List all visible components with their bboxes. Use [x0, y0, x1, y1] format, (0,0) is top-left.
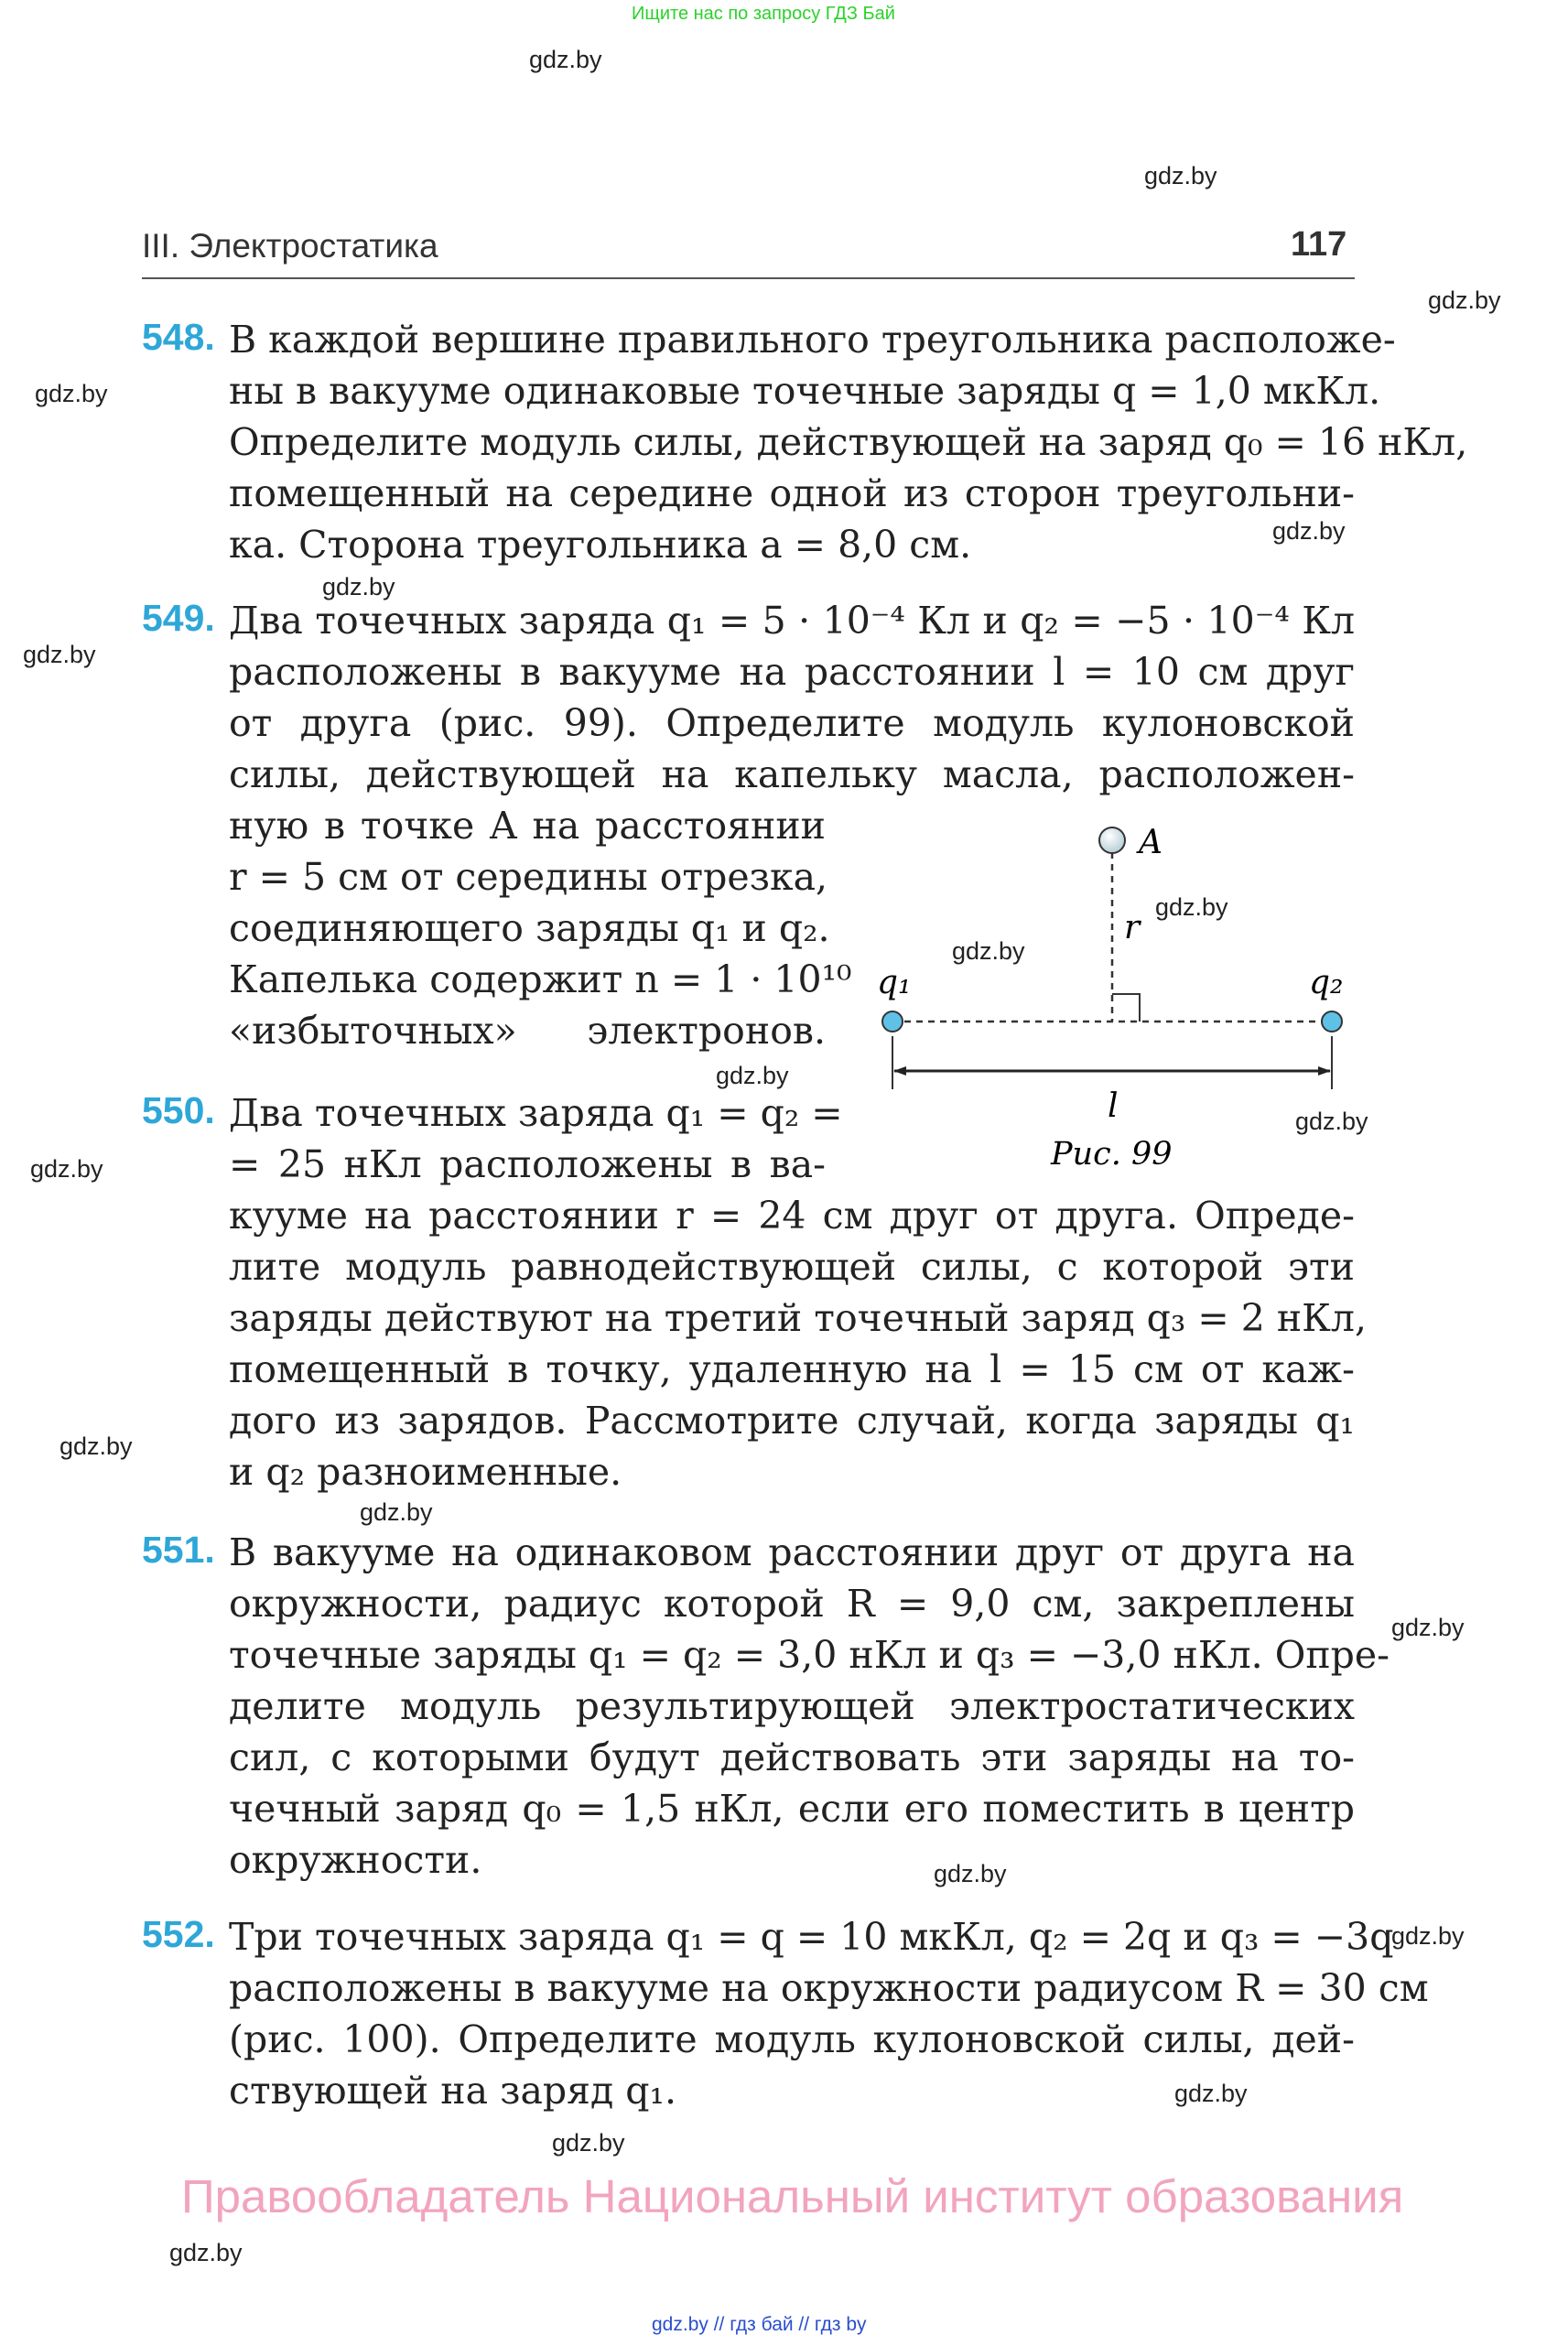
- text-line: В каждой вершине правильного треугольника расположе-: [229, 318, 1396, 362]
- watermark: gdz.by: [35, 380, 108, 407]
- problem-number-552: 552.: [142, 1913, 215, 1955]
- problem-number-549: 549.: [142, 597, 215, 639]
- watermark: gdz.by: [552, 2129, 625, 2157]
- length-label: l: [1108, 1087, 1119, 1125]
- text-line: окружности.: [229, 1838, 482, 1882]
- text-line: точечные заряды q₁ = q₂ = 3,0 нКл и q₃ = −3,0 нКл. Опре-: [229, 1633, 1390, 1677]
- figure-caption: Рис. 99: [1051, 1136, 1173, 1173]
- text-line: от друга (рис. 99). Определите модуль кулоновской: [229, 701, 1355, 745]
- copyright-notice: Правообладатель Национальный институт образования: [181, 2170, 1404, 2222]
- text-line: силы, действующей на капельку масла, расположен-: [229, 752, 1355, 796]
- charge-q1-marker: [882, 1011, 903, 1032]
- watermark: gdz.by: [23, 641, 96, 668]
- footer-links[interactable]: gdz.by // гдз бай // гдз by: [652, 2314, 867, 2335]
- right-angle-mark: [1112, 994, 1140, 1022]
- text-line: дого из зарядов. Рассмотрите случай, когда заряды q₁: [229, 1399, 1355, 1443]
- text-line: помещенный на середине одной из сторон треугольни-: [229, 471, 1355, 515]
- text-line: (рис. 100). Определите модуль кулоновской силы, дей-: [229, 2017, 1355, 2061]
- text-line: ка. Сторона треугольника a = 8,0 см.: [229, 523, 972, 567]
- text-line: соединяющего заряды q₁ и q₂.: [229, 906, 830, 950]
- watermark: gdz.by: [322, 573, 395, 600]
- text-line: и q₂ разноименные.: [229, 1450, 622, 1494]
- header-divider: [142, 277, 1355, 279]
- text-line: помещенный в точку, удаленную на l = 15 см от каж-: [229, 1347, 1355, 1391]
- text-line: окружности, радиус которой R = 9,0 см, закреплены: [229, 1582, 1355, 1626]
- problem-550-text-narrow: [229, 1087, 843, 1190]
- problem-number-548: 548.: [142, 316, 215, 358]
- text-line: Три точечных заряда q₁ = q = 10 мкКл, q₂ = 2q и q₃ = −3q: [229, 1915, 1394, 1959]
- text-line: Два точечных заряда q₁ = 5 · 10⁻⁴ Кл и q₂ = −5 · 10⁻⁴ Кл: [229, 599, 1355, 643]
- watermark: gdz.by: [1174, 2080, 1248, 2107]
- text-line: В вакууме на одинаковом расстоянии друг от друга на: [229, 1530, 1355, 1574]
- watermark: gdz.by: [169, 2239, 243, 2266]
- chapter-title: III. Электростатика: [142, 227, 438, 265]
- top-banner: Ищите нас по запросу ГДЗ Бай: [632, 4, 895, 24]
- point-a-label: A: [1139, 824, 1162, 861]
- text-line: делите модуль результирующей электростатических: [229, 1684, 1355, 1728]
- text-line: сил, с которыми будут действовать эти заряды на то-: [229, 1735, 1355, 1779]
- problem-number-551: 551.: [142, 1529, 215, 1571]
- charge-q2-label: q₂: [1309, 964, 1344, 1001]
- watermark: gdz.by: [1428, 286, 1501, 314]
- figure-99: [851, 805, 1382, 1190]
- text-line: Капелька содержит n = 1 · 10¹⁰: [229, 957, 852, 1001]
- distance-r-label: r: [1124, 909, 1141, 946]
- text-line: = 25 нКл расположены в ва-: [229, 1142, 826, 1186]
- text-line: ны в вакууме одинаковые точечные заряды q = 1,0 мкКл.: [229, 369, 1381, 413]
- text-line: r = 5 см от середины отрезка,: [229, 855, 828, 899]
- watermark: gdz.by: [1272, 517, 1346, 545]
- watermark: gdz.by: [59, 1432, 133, 1460]
- watermark: gdz.by: [952, 937, 1025, 965]
- problem-number-550: 550.: [142, 1089, 215, 1131]
- text-line: лите модуль равнодействующей силы, с которой эти: [229, 1245, 1355, 1289]
- watermark: gdz.by: [30, 1155, 103, 1183]
- watermark: gdz.by: [360, 1498, 433, 1526]
- problem-549-text-narrow: [229, 800, 852, 1056]
- text-line: ную в точке A на расстоянии: [229, 804, 826, 848]
- page-number: 117: [1291, 225, 1347, 264]
- problem-551-text: [229, 1527, 1390, 1886]
- watermark: gdz.by: [1391, 1614, 1465, 1641]
- watermark: gdz.by: [529, 46, 602, 73]
- charge-q1-label: q₁: [877, 964, 912, 1001]
- text-line: Определите модуль силы, действующей на заряд q₀ = 16 нКл,: [229, 420, 1468, 464]
- text-line: ствующей на заряд q₁.: [229, 2069, 676, 2113]
- problem-548-text: [229, 314, 1468, 570]
- text-line: «избыточных» электронов.: [229, 1009, 826, 1053]
- text-line: заряды действуют на третий точечный заряд q₃ = 2 нКл,: [229, 1296, 1367, 1340]
- text-line: чечный заряд q₀ = 1,5 нКл, если его поместить в центр: [229, 1787, 1355, 1831]
- watermark: gdz.by: [1155, 893, 1228, 921]
- charge-q2-marker: [1322, 1011, 1342, 1032]
- watermark: gdz.by: [1295, 1108, 1368, 1135]
- watermark: gdz.by: [934, 1860, 1007, 1887]
- point-a-marker: [1099, 827, 1125, 853]
- watermark: gdz.by: [1391, 1922, 1465, 1950]
- text-line: расположены в вакууме на расстоянии l = 10 см друг: [229, 650, 1355, 694]
- problem-550-text: [229, 1190, 1367, 1497]
- problem-549-text: [229, 595, 1355, 800]
- watermark: gdz.by: [716, 1062, 789, 1089]
- text-line: Два точечных заряда q₁ = q₂ =: [229, 1091, 843, 1135]
- text-line: расположены в вакууме на окружности радиусом R = 30 см: [229, 1966, 1429, 2010]
- watermark: gdz.by: [1144, 162, 1217, 189]
- text-line: кууме на расстоянии r = 24 см друг от друга. Опреде-: [229, 1194, 1355, 1238]
